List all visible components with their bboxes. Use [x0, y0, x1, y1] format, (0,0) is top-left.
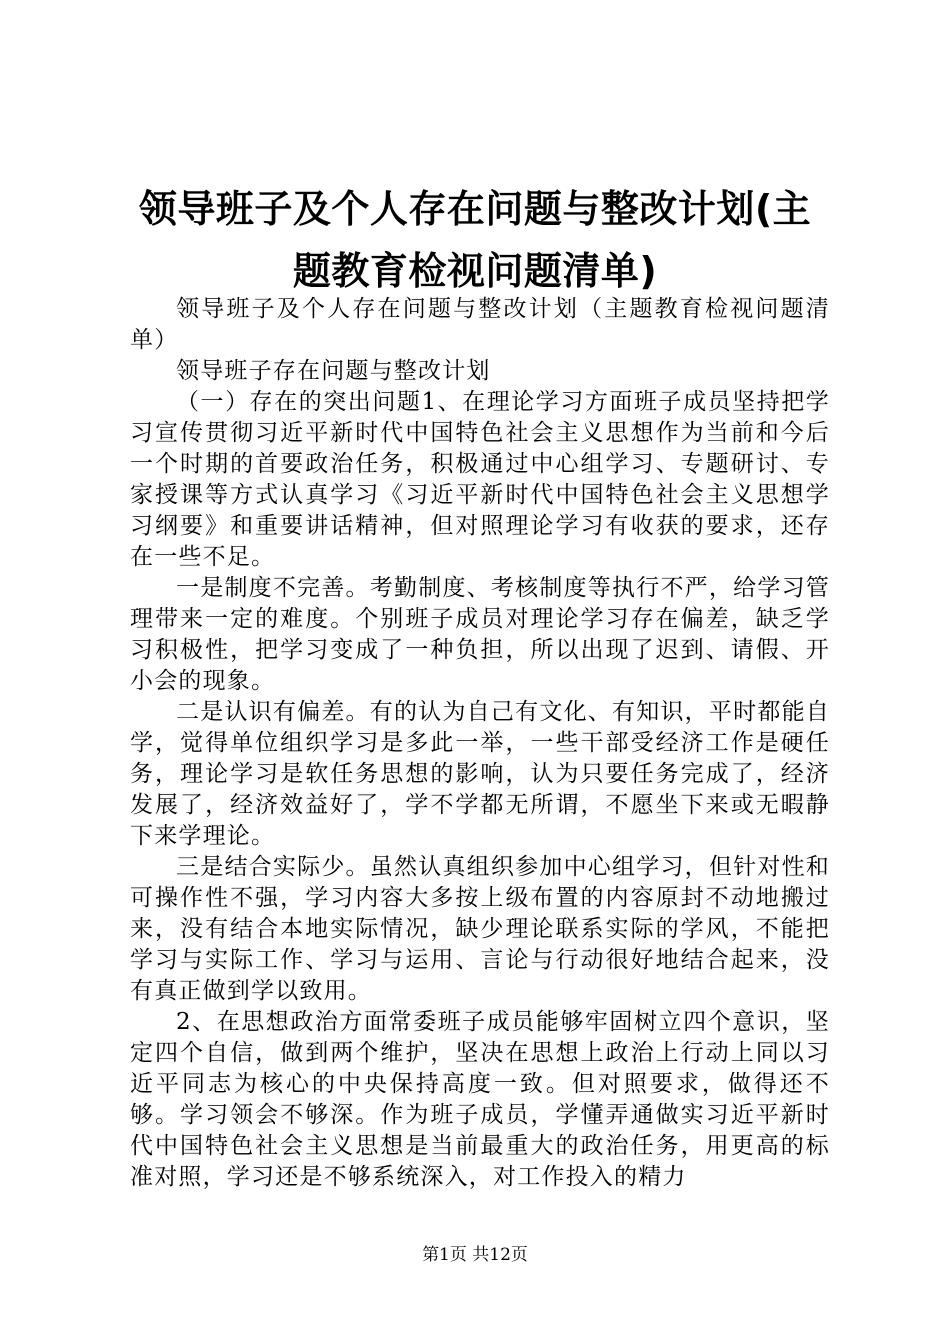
paragraph-subtitle: 领导班子及个人存在问题与整改计划（主题教育检视问题清单） [130, 296, 830, 353]
page-number-footer: 第1页 共12页 [422, 1245, 528, 1265]
paragraph-political-thought: 2、在思想政治方面常委班子成员能够牢固树立四个意识，坚定四个自信，做到两个维护，坚决在思想上政治上行动上同以习近平同志为核心的中央保持高度一致。但对照要求，做得还不够。学习领会不够深。作为班子成员，学懂弄通做实习近平新时代中国特色社会主义思想是当前最重大的政治任务，用更高的标准对照，学习还是不够系统深入，对工作投入的精力 [130, 1009, 830, 1190]
paragraph-section-heading: 领导班子存在问题与整改计划 [176, 358, 491, 384]
paragraph-problems-intro: （一）存在的突出问题1、在理论学习方面班子成员坚持把学习宣传贯彻习近平新时代中国特色社会主义思想作为当前和今后一个时期的首要政治任务，积极通过中心组学习、专题研讨、专家授课等方式认真学习《习近平新时代中国特色社会主义思想学习纲要》和重要讲话精神，但对照理论学习有收获的要求，还存在一些不足。 [130, 389, 830, 570]
paragraph-point-two: 二是认识有偏差。有的认为自己有文化、有知识，平时都能自学，觉得单位组织学习是多此一举，一些干部受经济工作是硬任务，理论学习是软任务思想的影响，认为只要任务完成了，经济发展了，经济效益好了，学不学都无所谓，不愿坐下来或无暇静下来学理论。 [130, 699, 830, 849]
paragraph-point-one: 一是制度不完善。考勤制度、考核制度等执行不严，给学习管理带来一定的难度。个别班子成员对理论学习存在偏差，缺乏学习积极性，把学习变成了一种负担，所以出现了迟到、请假、开小会的现象。 [130, 575, 830, 694]
document-title: 领导班子及个人存在问题与整改计划(主题教育检视问题清单) [138, 187, 812, 293]
paragraph-point-three: 三是结合实际少。虽然认真组织参加中心组学习，但针对性和可操作性不强，学习内容大多按上级布置的内容原封不动地搬过来，没有结合本地实际情况，缺少理论联系实际的学风，不能把学习与实际工作、学习与运用、言论与行动很好地结合起来，没有真正做到学以致用。 [130, 854, 830, 1004]
document-body [130, 294, 830, 1193]
